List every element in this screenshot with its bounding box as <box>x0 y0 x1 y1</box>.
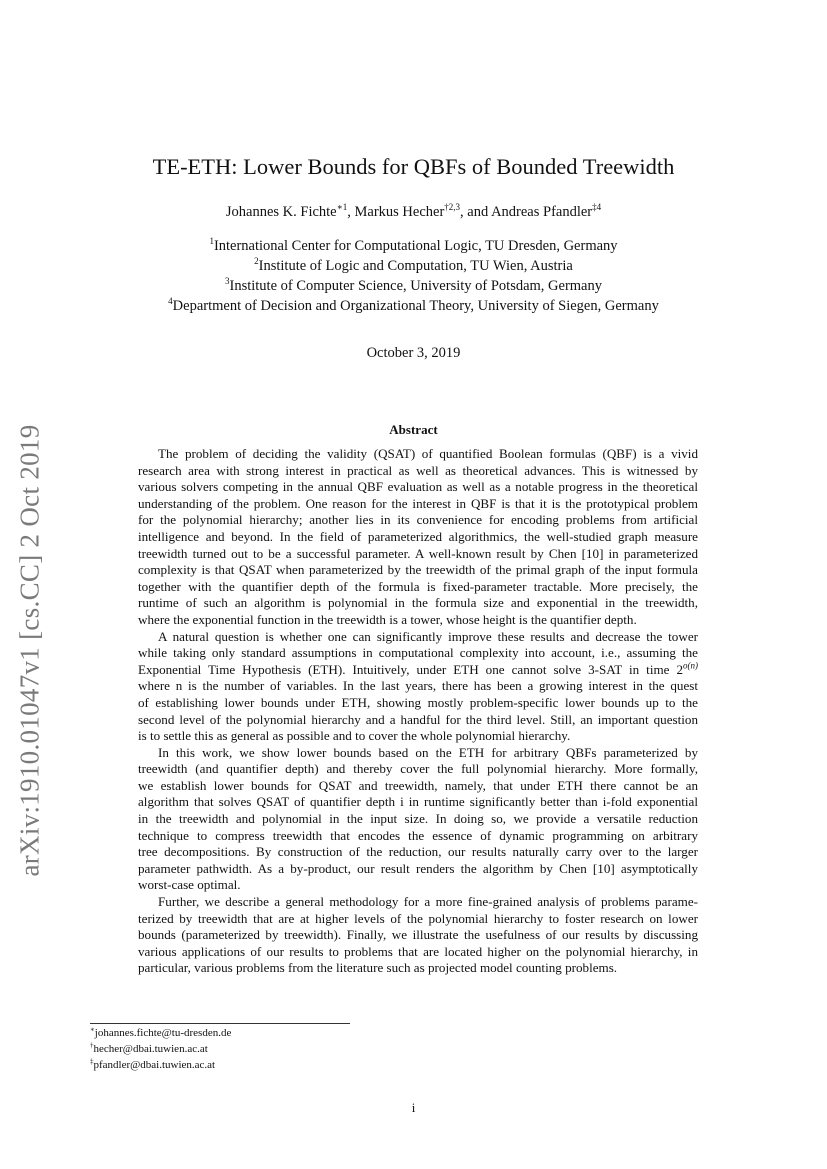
author-mark: †2,3 <box>444 202 461 213</box>
author-mark: ‡4 <box>592 202 602 213</box>
affiliation <box>0 238 827 255</box>
footnote-mark: ‡ <box>90 1057 94 1066</box>
author-separator: , <box>347 204 355 220</box>
abstract-line: together with the quantifier depth of the formula is fixed-parameter tractable. More precisely, the <box>138 578 698 594</box>
abstract-line: is to settle this as general as possible and to cover the whole polynomial hierarchy. <box>138 728 571 744</box>
abstract-line: second level of the polynomial hierarchy and a handful for the third level. Still, an important question <box>138 711 698 727</box>
abstract-heading: Abstract <box>389 422 438 437</box>
arxiv-identifier: arXiv:1910.01047v1 [cs.CC] 2 Oct 2019 <box>14 424 45 877</box>
abstract-line: in the treewidth and polynomial in the input size. In doing so, we provide a versatile reduction <box>138 811 698 827</box>
abstract-line <box>138 662 698 679</box>
paper-date: October 3, 2019 <box>366 345 461 361</box>
affiliation-number: 4 <box>168 296 173 307</box>
abstract-line: various applications of our results to problems that are located higher on the polynomial hierarchy, in <box>138 943 698 959</box>
abstract-body <box>138 446 698 977</box>
abstract-line: terized by treewidth that are at higher levels of the polynomial hierarchy to foster research on lower <box>138 910 698 926</box>
abstract-line: understanding of the problem. One reason for the interest in QBF is that it is the prototypical problem <box>138 495 698 511</box>
affiliation-number: 3 <box>225 276 230 287</box>
footnote-email: pfandler@dbai.tuwien.ac.at <box>93 1059 216 1071</box>
page-number: i <box>411 1100 416 1115</box>
abstract-line: algorithm that solves QSAT of quantifier depth i in runtime significantly better than i-fold exponential <box>138 794 698 810</box>
abstract-line: worst-case optimal. <box>138 877 241 893</box>
footnote-email: johannes.fichte@tu-dresden.de <box>94 1027 232 1039</box>
abstract-line: In this work, we show lower bounds based on the ETH for arbitrary QBFs parameterized by <box>158 744 698 760</box>
abstract-line: where n is the number of variables. In the last years, there has been a growing interest in the quest <box>138 678 698 694</box>
superscript-exponent: o(n) <box>683 660 698 671</box>
abstract-line: complexity is that QSAT when parameterized by the treewidth of the primal graph of the input formula <box>138 562 698 578</box>
author-separator: , and <box>460 204 492 220</box>
abstract-line: of establishing lower bounds under ETH, showing mostly problem-specific lower bounds up to the <box>138 694 698 710</box>
abstract-line: tree decompositions. By construction of the reduction, our results naturally carry over to the larger <box>138 844 698 860</box>
abstract-line: intelligence and beyond. In the field of parameterized algorithmics, the well-studied graph measure <box>138 528 698 544</box>
affiliation-text: International Center for Computational Logic, TU Dresden, Germany <box>213 238 618 254</box>
abstract-line: bounds (parameterized by treewidth). Finally, we illustrate the usefulness of our results by discussing <box>138 927 698 943</box>
abstract-line: various solvers competing in the annual QBF evaluation as well as a notable progress in the theoretical <box>138 479 698 495</box>
author-name: Johannes K. Fichte <box>225 204 337 220</box>
footnote <box>90 1059 215 1071</box>
affiliation <box>0 298 827 315</box>
abstract-line: we establish lower bounds for QSAT and treewidth, namely, that under ETH there cannot be an <box>138 777 698 793</box>
abstract-line: research area with strong interest in practical as well as theoretical advances. This is witnessed by <box>138 462 698 478</box>
abstract-line: where the exponential function in the treewidth is a tower, whose height is the quantifier depth. <box>138 611 637 627</box>
footnote-email: hecher@dbai.tuwien.ac.at <box>93 1043 208 1055</box>
abstract-line: particular, various problems from the literature such as projected model counting problems. <box>138 960 618 976</box>
abstract-line: The problem of deciding the validity (QSAT) of quantified Boolean formulas (QBF) is a vivid <box>158 446 698 461</box>
footnote-divider <box>90 1023 350 1024</box>
footnote-mark: † <box>90 1041 94 1050</box>
affiliation-text: Department of Decision and Organizational Theory, University of Siegen, Germany <box>172 298 659 314</box>
affiliation-text: Institute of Computer Science, University of Potsdam, Germany <box>229 278 602 294</box>
abstract-line: treewidth (and quantifier depth) and thereby cover the full polynomial hierarchy. More formally, <box>138 761 698 777</box>
affiliation <box>0 258 827 275</box>
author-list <box>0 204 827 221</box>
abstract-line: A natural question is whether one can significantly improve these results and decrease the tower <box>158 628 698 644</box>
footnote <box>90 1043 208 1055</box>
abstract-line: for the polynomial hierarchy; another lies in its convenience for encoding problems from artificial <box>138 512 698 528</box>
abstract-line: Further, we describe a general methodology for a more fine-grained analysis of problems parame- <box>158 894 698 910</box>
footnote-mark: ∗ <box>90 1025 95 1034</box>
abstract-line: while taking only standard assumptions in computational complexity into account, i.e., assuming the <box>138 645 698 661</box>
paper-title: TE-ETH: Lower Bounds for QBFs of Bounded Treewidth <box>152 154 675 179</box>
author-mark: ∗1 <box>336 202 348 213</box>
affiliation-number: 1 <box>209 236 214 247</box>
abstract-line: technique to compress treewidth that encodes the essence of dynamic programming on arbitrary <box>138 827 698 843</box>
abstract-line: runtime of such an algorithm is polynomial in the formula size and exponential in the treewidth, <box>138 595 698 611</box>
author-name: Andreas Pfandler <box>491 204 593 220</box>
affiliation <box>0 278 827 295</box>
author-name: Markus Hecher <box>354 204 445 220</box>
abstract-line: parameter pathwidth. As a by-product, our result renders the algorithm by Chen [10] asymptotically <box>138 860 698 876</box>
abstract-line-text: Exponential Time Hypothesis (ETH). Intuitively, under ETH one cannot solve 3-SAT in time 2 <box>138 661 683 677</box>
affiliation-text: Institute of Logic and Computation, TU Wien, Austria <box>258 258 573 274</box>
affiliation-number: 2 <box>254 256 259 267</box>
abstract-line: treewidth turned out to be a successful parameter. A well-known result by Chen [10] in parameterized <box>138 545 698 561</box>
footnote <box>90 1027 231 1039</box>
